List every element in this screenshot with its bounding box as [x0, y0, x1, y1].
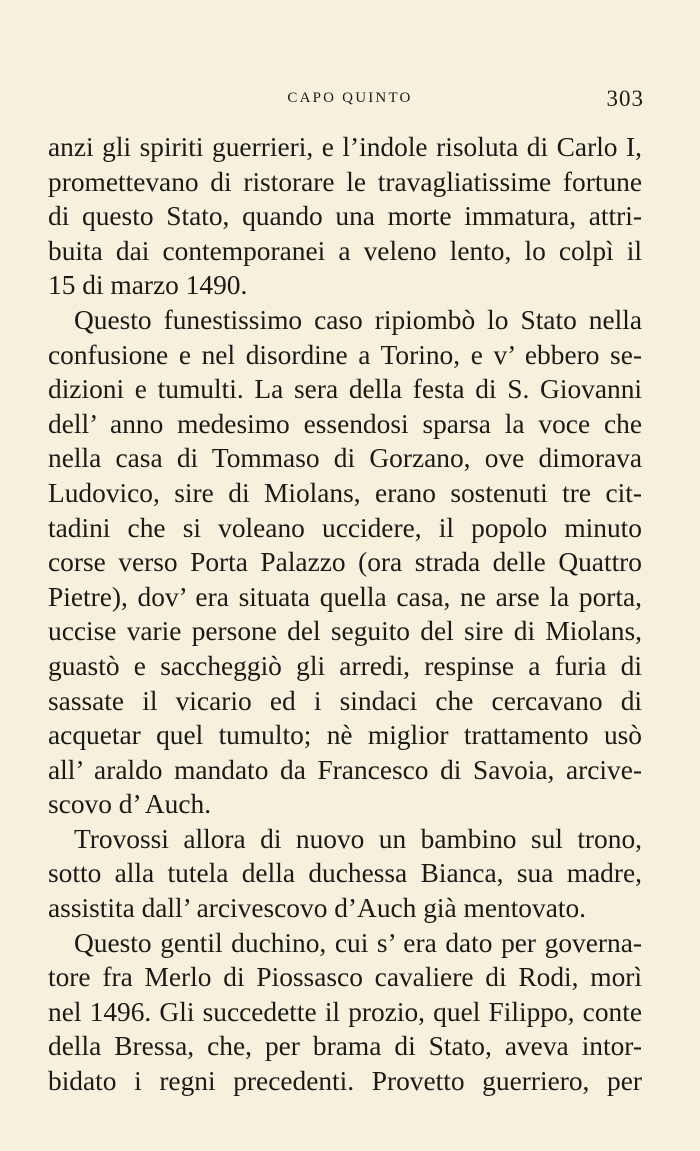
- text-line: Questo funestissimo caso ripiombò lo Stato nella: [74, 304, 642, 335]
- text-line: Pietre), dov’ era situata quella casa, ne arse la porta,: [48, 581, 642, 612]
- text-line: corse verso Porta Palazzo (ora strada delle Quattro: [48, 547, 642, 578]
- text-line: sassate il vicario ed i sindaci che cercavano di: [48, 685, 642, 716]
- text-line: acquetar quel tumulto; nè miglior trattamento usò: [48, 720, 642, 751]
- text-line: della Bressa, che, per brama di Stato, aveva intor-: [48, 1031, 642, 1062]
- text-line: Questo gentil duchino, cui s’ era dato per governa-: [74, 927, 642, 958]
- text-line: dell’ anno medesimo essendosi sparsa la voce che: [48, 408, 642, 439]
- text-line: all’ araldo mandato da Francesco di Savoia, arcive-: [48, 754, 642, 785]
- body-text: [48, 130, 642, 1099]
- text-line: guastò e saccheggiò gli arredi, respinse a furia di: [48, 650, 642, 681]
- page-header: [48, 86, 652, 114]
- text-line: anzi gli spiriti guerrieri, e l’indole risoluta di Carlo I,: [48, 132, 642, 162]
- text-line: dizioni e tumulti. La sera della festa di S. Giovanni: [48, 374, 642, 405]
- text-line: scovo d’ Auch.: [48, 789, 212, 820]
- text-line: assistita dall’ arcivescovo d’Auch già mentovato.: [48, 893, 587, 924]
- text-line: bidato i regni precedenti. Provetto guerriero, per: [48, 1066, 642, 1097]
- text-line: sotto alla tutela della duchessa Bianca, sua madre,: [48, 858, 642, 889]
- text-line: Ludovico, sire di Miolans, erano sostenuti tre cit-: [48, 477, 642, 508]
- text-line: 15 di marzo 1490.: [48, 270, 248, 301]
- text-line: buita dai contemporanei a veleno lento, lo colpì il: [48, 235, 642, 266]
- text-line: uccise varie persone del seguito del sire di Miolans,: [48, 616, 642, 647]
- text-line: nel 1496. Gli succedette il prozio, quel Filippo, conte: [48, 996, 642, 1027]
- text-line: confusione e nel disordine a Torino, e v’ ebbero se-: [48, 339, 642, 370]
- text-line: tadini che si voleano uccidere, il popolo minuto: [48, 512, 642, 543]
- text-line: Trovossi allora di nuovo un bambino sul trono,: [74, 823, 642, 854]
- text-line: nella casa di Tommaso di Gorzano, ove dimorava: [48, 443, 642, 474]
- text-line: di questo Stato, quando una morte immatura, attri-: [48, 201, 642, 232]
- text-line: tore fra Merlo di Piossasco cavaliere di Rodi, morì: [48, 962, 642, 993]
- text-line: promettevano di ristorare le travagliatissime fortune: [48, 166, 642, 197]
- running-title: CAPO QUINTO: [287, 90, 413, 106]
- page-number: 303: [606, 86, 644, 111]
